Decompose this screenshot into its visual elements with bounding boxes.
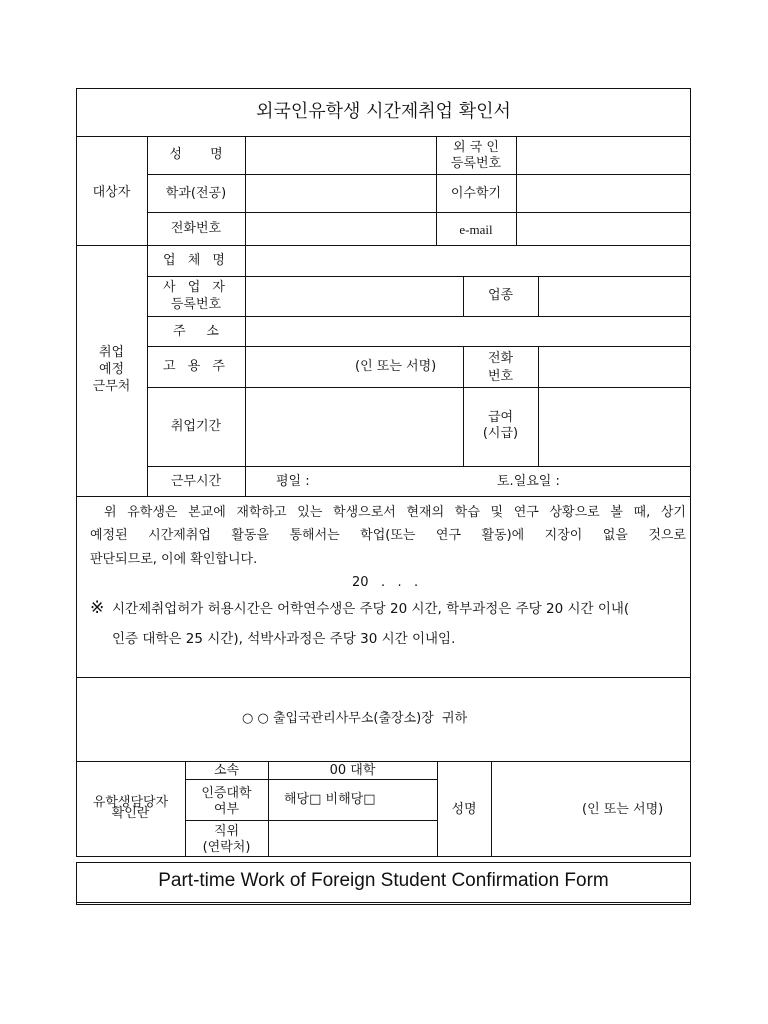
divider [147, 174, 691, 175]
period-label: 취업기간 [170, 419, 222, 434]
name-label: 성 명 [169, 147, 235, 162]
affiliation-value: 00 대학 [329, 763, 376, 778]
affiliation-label: 소속 [213, 763, 240, 778]
statement-line-2: 예정된 시간제취업 활동을 통해서는 학업(또는 연구 활동)에 지장이 없을 것으로 [90, 528, 686, 543]
employer-sign-note: (인 또는 서명) [355, 359, 437, 374]
industry-label: 업종 [487, 288, 514, 303]
certified-label-line2: 여부 [213, 802, 240, 817]
divider [76, 496, 691, 497]
confirmer-section-label-line2: 확인란 [111, 806, 150, 821]
workplace-phone-label-line2: 번호 [487, 369, 514, 384]
confirmer-sign-note: (인 또는 서명) [582, 802, 664, 817]
divider [538, 346, 539, 466]
divider [147, 346, 691, 347]
weekend-label: 토.일요일 : [497, 474, 560, 489]
biz-reg-label-line2: 등록번호 [170, 297, 222, 312]
certified-options: 해당□ 비해당□ [284, 792, 376, 807]
divider [147, 212, 691, 213]
alien-reg-label-line2: 등록번호 [450, 156, 502, 171]
divider [76, 136, 691, 137]
divider [538, 276, 539, 316]
semester-label: 이수학기 [450, 186, 502, 201]
divider [185, 779, 437, 780]
note-mark: ※ [90, 598, 105, 618]
divider [76, 902, 691, 903]
email-label: e-mail [459, 222, 493, 237]
workplace-section-label-line2: 예정 [98, 362, 125, 377]
phone-label: 전화번호 [170, 221, 222, 236]
divider [147, 276, 691, 277]
company-label: 업 체 명 [163, 253, 229, 268]
divider [76, 245, 691, 246]
position-label-line2: (연락처) [202, 840, 251, 855]
alien-reg-label-line1: 외 국 인 [453, 140, 499, 155]
english-title: Part-time Work of Foreign Student Confirmation Form [158, 870, 609, 891]
divider [245, 245, 246, 496]
recipient-line: ○ ○ 출입국관리사무소(출장소)장 귀하 [242, 711, 468, 726]
confirmer-section-label-line1: 유학생담당자 [92, 795, 169, 810]
statement-date: 20 . . . [352, 575, 419, 590]
target-section-label: 대상자 [92, 185, 131, 200]
biz-reg-label-line1: 사 업 자 [163, 280, 229, 295]
divider [147, 387, 691, 388]
divider [491, 761, 492, 857]
divider [185, 820, 437, 821]
form-title: 외국인유학생 시간제취업 확인서 [256, 101, 511, 122]
divider [516, 136, 517, 246]
dept-label: 학과(전공) [165, 186, 227, 201]
statement-line-1: 위 유학생은 본교에 재학하고 있는 학생으로서 현재의 학습 및 연구 상황으로 볼 때, 상기 [104, 505, 686, 520]
position-label-line1: 직위 [213, 824, 240, 839]
divider [147, 466, 691, 467]
wage-label-line2: (시급) [482, 426, 519, 441]
note-line-1: 시간제취업허가 허용시간은 어학연수생은 주당 20 시간, 학부과정은 주당 20 시간 이내( [112, 601, 630, 617]
divider [147, 316, 691, 317]
certified-label-line1: 인증대학 [201, 786, 252, 801]
workplace-section-label-line1: 취업 [98, 345, 125, 360]
employer-label: 고 용 주 [163, 359, 229, 374]
note-line-2: 인증 대학은 25 시간), 석박사과정은 주당 30 시간 이내임. [112, 631, 456, 647]
divider [76, 677, 691, 678]
workplace-section-label-line3: 근무처 [92, 379, 131, 394]
divider [76, 761, 691, 762]
statement-line-3: 판단되므로, 이에 확인합니다. [90, 552, 258, 567]
workplace-phone-label-line1: 전화 [487, 351, 514, 366]
confirmer-name-label: 성명 [451, 802, 477, 817]
weekday-label: 평일 : [276, 474, 310, 489]
divider [245, 136, 246, 246]
hours-label: 근무시간 [170, 474, 222, 489]
address-label: 주 소 [173, 324, 219, 339]
form-border [76, 88, 691, 857]
wage-label-line1: 급여 [487, 410, 514, 425]
